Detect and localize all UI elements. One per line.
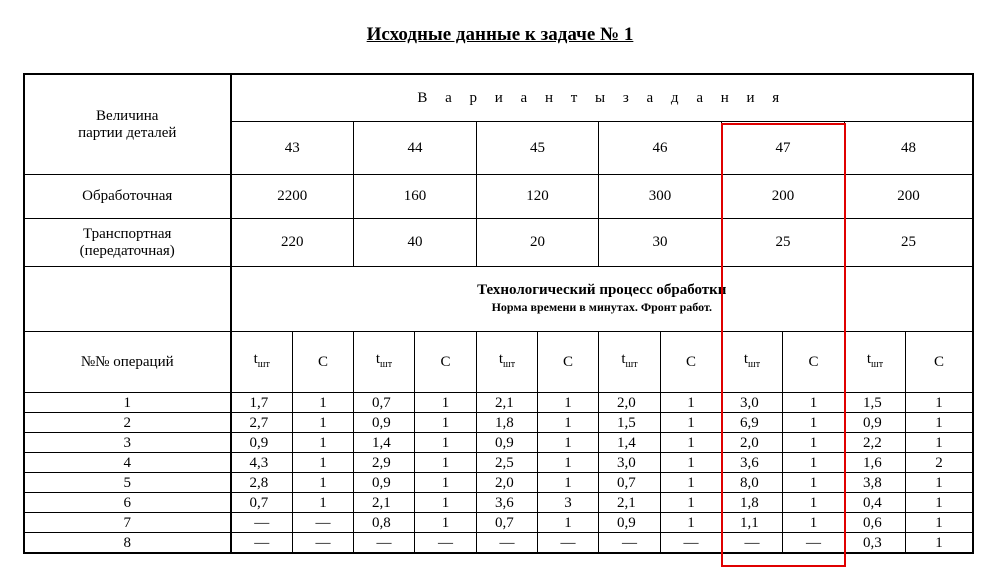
workstation-count-cell: 1 xyxy=(906,533,973,553)
time-norm-cell: 1,8 xyxy=(477,413,538,433)
time-norm-cell: 0,3 xyxy=(845,533,906,553)
col-t-subscript: шт xyxy=(748,359,761,370)
variants-header: В а р и а н т ы з а д а н и я xyxy=(231,75,973,122)
time-norm-cell: 2,2 xyxy=(845,433,906,453)
tech-process-subtitle: Норма времени в минутах. Фронт работ. xyxy=(491,300,712,314)
workstation-count-cell: 1 xyxy=(293,393,354,413)
workstation-count-cell: 3 xyxy=(538,493,599,513)
workstation-count-cell: 1 xyxy=(783,453,845,473)
workstation-count-cell: 1 xyxy=(538,453,599,473)
workstation-count-cell: 1 xyxy=(661,393,722,413)
workstation-count-cell: — xyxy=(293,533,354,553)
workstation-count-cell: 1 xyxy=(906,393,973,413)
time-norm-cell: 0,7 xyxy=(231,493,293,513)
workstation-count-cell: 1 xyxy=(783,413,845,433)
workstation-count-cell: 1 xyxy=(661,473,722,493)
time-norm-cell: 0,9 xyxy=(845,413,906,433)
workstation-count-cell: 1 xyxy=(906,413,973,433)
workstation-count-cell: 1 xyxy=(661,453,722,473)
workstation-count-cell: 1 xyxy=(415,393,477,413)
time-norm-cell: 0,9 xyxy=(354,473,415,493)
variant-47: 47 xyxy=(722,122,845,175)
col-c-header: С xyxy=(415,332,477,393)
empty-label-cell xyxy=(25,267,231,332)
col-c-header: С xyxy=(538,332,599,393)
workstation-count-cell: — xyxy=(415,533,477,553)
workstation-count-cell: 1 xyxy=(661,493,722,513)
col-t-subscript: шт xyxy=(871,359,884,370)
time-norm-cell: 0,9 xyxy=(599,513,661,533)
workstation-count-cell: 1 xyxy=(906,493,973,513)
transport-label: Транспортная (передаточная) xyxy=(25,219,231,267)
operation-number: 5 xyxy=(25,473,231,493)
time-norm-cell: 0,6 xyxy=(845,513,906,533)
workstation-count-cell: 1 xyxy=(783,473,845,493)
workstation-count-cell: — xyxy=(661,533,722,553)
variant-44: 44 xyxy=(354,122,477,175)
page-title: Исходные данные к задаче № 1 xyxy=(366,24,634,45)
tech-process-title: Технологический процесс обработки xyxy=(477,282,727,298)
col-c-header: С xyxy=(783,332,845,393)
time-norm-cell: 3,0 xyxy=(599,453,661,473)
workstation-count-cell: 1 xyxy=(906,473,973,493)
time-norm-cell: 6,9 xyxy=(722,413,783,433)
time-norm-cell: 3,6 xyxy=(722,453,783,473)
workstation-count-cell: 1 xyxy=(906,433,973,453)
col-t-subscript: шт xyxy=(380,359,393,370)
time-norm-cell: — xyxy=(599,533,661,553)
time-norm-cell: 3,8 xyxy=(845,473,906,493)
table-row xyxy=(25,413,973,433)
processing-value: 160 xyxy=(354,175,477,219)
workstation-count-cell: 1 xyxy=(293,493,354,513)
time-norm-cell: 0,9 xyxy=(477,433,538,453)
transport-value: 220 xyxy=(231,219,354,267)
table-row xyxy=(25,533,973,553)
variant-45: 45 xyxy=(477,122,599,175)
variant-48: 48 xyxy=(845,122,973,175)
col-t-subscript: шт xyxy=(503,359,516,370)
operation-number: 1 xyxy=(25,393,231,413)
time-norm-cell: 2,1 xyxy=(354,493,415,513)
col-t-header: $t_{шт}$ xyxy=(845,332,906,393)
operation-number: 4 xyxy=(25,453,231,473)
time-norm-cell: 2,1 xyxy=(599,493,661,513)
time-norm-cell: 2,0 xyxy=(599,393,661,413)
time-norm-cell: 2,5 xyxy=(477,453,538,473)
workstation-count-cell: 1 xyxy=(293,413,354,433)
processing-value: 300 xyxy=(599,175,722,219)
workstation-count-cell: 1 xyxy=(661,433,722,453)
time-norm-cell: — xyxy=(722,533,783,553)
operation-number: 8 xyxy=(25,533,231,553)
col-t-subscript: шт xyxy=(257,359,270,370)
time-norm-cell: — xyxy=(231,533,293,553)
time-norm-cell: 0,9 xyxy=(231,433,293,453)
workstation-count-cell: 1 xyxy=(538,473,599,493)
tech-process-header xyxy=(231,267,973,332)
table-row xyxy=(25,513,973,533)
time-norm-cell: 2,0 xyxy=(477,473,538,493)
variant-43: 43 xyxy=(231,122,354,175)
workstation-count-cell: 1 xyxy=(538,393,599,413)
workstation-count-cell: 1 xyxy=(415,413,477,433)
transport-value: 25 xyxy=(845,219,973,267)
time-norm-cell: 0,7 xyxy=(477,513,538,533)
time-norm-cell: 0,7 xyxy=(599,473,661,493)
col-t-header: $t_{шт}$ xyxy=(231,332,293,393)
time-norm-cell: 1,8 xyxy=(722,493,783,513)
col-t-subscript: шт xyxy=(625,359,638,370)
workstation-count-cell: — xyxy=(293,513,354,533)
workstation-count-cell: 1 xyxy=(661,413,722,433)
table-row xyxy=(25,433,973,453)
operations-label: №№ операций xyxy=(25,332,231,393)
time-norm-cell: 0,8 xyxy=(354,513,415,533)
time-norm-cell: 2,8 xyxy=(231,473,293,493)
time-norm-cell: — xyxy=(231,513,293,533)
workstation-count-cell: 1 xyxy=(293,473,354,493)
workstation-count-cell: 1 xyxy=(538,413,599,433)
processing-value: 120 xyxy=(477,175,599,219)
workstation-count-cell: 1 xyxy=(293,433,354,453)
table-row xyxy=(25,453,973,473)
col-t-header: $t_{шт}$ xyxy=(722,332,783,393)
time-norm-cell: 1,1 xyxy=(722,513,783,533)
time-norm-cell: 0,7 xyxy=(354,393,415,413)
time-norm-cell: 1,4 xyxy=(354,433,415,453)
time-norm-cell: 2,0 xyxy=(722,433,783,453)
processing-value: 2200 xyxy=(231,175,354,219)
workstation-count-cell: 1 xyxy=(415,433,477,453)
time-norm-cell: 2,7 xyxy=(231,413,293,433)
time-norm-cell: — xyxy=(477,533,538,553)
workstation-count-cell: 1 xyxy=(538,433,599,453)
table-row xyxy=(25,493,973,513)
workstation-count-cell: 1 xyxy=(783,433,845,453)
transport-value: 40 xyxy=(354,219,477,267)
workstation-count-cell: 1 xyxy=(783,513,845,533)
time-norm-cell: — xyxy=(354,533,415,553)
time-norm-cell: 2,9 xyxy=(354,453,415,473)
time-norm-cell: 3,6 xyxy=(477,493,538,513)
time-norm-cell: 8,0 xyxy=(722,473,783,493)
processing-value: 200 xyxy=(722,175,845,219)
operation-number: 7 xyxy=(25,513,231,533)
workstation-count-cell: 1 xyxy=(415,453,477,473)
time-norm-cell: 2,1 xyxy=(477,393,538,413)
time-norm-cell: 0,4 xyxy=(845,493,906,513)
workstation-count-cell: 1 xyxy=(783,393,845,413)
workstation-count-cell: 2 xyxy=(906,453,973,473)
time-norm-cell: 1,7 xyxy=(231,393,293,413)
col-c-header: С xyxy=(906,332,973,393)
workstation-count-cell: 1 xyxy=(415,473,477,493)
workstation-count-cell: 1 xyxy=(661,513,722,533)
operation-number: 6 xyxy=(25,493,231,513)
table-row xyxy=(25,473,973,493)
transport-value: 25 xyxy=(722,219,845,267)
workstation-count-cell: 1 xyxy=(415,513,477,533)
time-norm-cell: 1,5 xyxy=(845,393,906,413)
workstation-count-cell: 1 xyxy=(783,493,845,513)
variant-46: 46 xyxy=(599,122,722,175)
batch-size-label: Величина партии деталей xyxy=(25,75,231,175)
col-c-header: С xyxy=(661,332,722,393)
transport-value: 20 xyxy=(477,219,599,267)
time-norm-cell: 4,3 xyxy=(231,453,293,473)
col-t-header: $t_{шт}$ xyxy=(599,332,661,393)
time-norm-cell: 3,0 xyxy=(722,393,783,413)
col-t-header: $t_{шт}$ xyxy=(354,332,415,393)
time-norm-cell: 0,9 xyxy=(354,413,415,433)
table-row xyxy=(25,393,973,413)
processing-label: Обработочная xyxy=(25,175,231,219)
transport-value: 30 xyxy=(599,219,722,267)
workstation-count-cell: — xyxy=(538,533,599,553)
source-data-table xyxy=(24,74,973,553)
col-t-header: $t_{шт}$ xyxy=(477,332,538,393)
workstation-count-cell: — xyxy=(783,533,845,553)
time-norm-cell: 1,6 xyxy=(845,453,906,473)
workstation-count-cell: 1 xyxy=(906,513,973,533)
processing-value: 200 xyxy=(845,175,973,219)
workstation-count-cell: 1 xyxy=(415,493,477,513)
workstation-count-cell: 1 xyxy=(538,513,599,533)
col-c-header: С xyxy=(293,332,354,393)
time-norm-cell: 1,4 xyxy=(599,433,661,453)
workstation-count-cell: 1 xyxy=(293,453,354,473)
time-norm-cell: 1,5 xyxy=(599,413,661,433)
operation-number: 3 xyxy=(25,433,231,453)
operation-number: 2 xyxy=(25,413,231,433)
